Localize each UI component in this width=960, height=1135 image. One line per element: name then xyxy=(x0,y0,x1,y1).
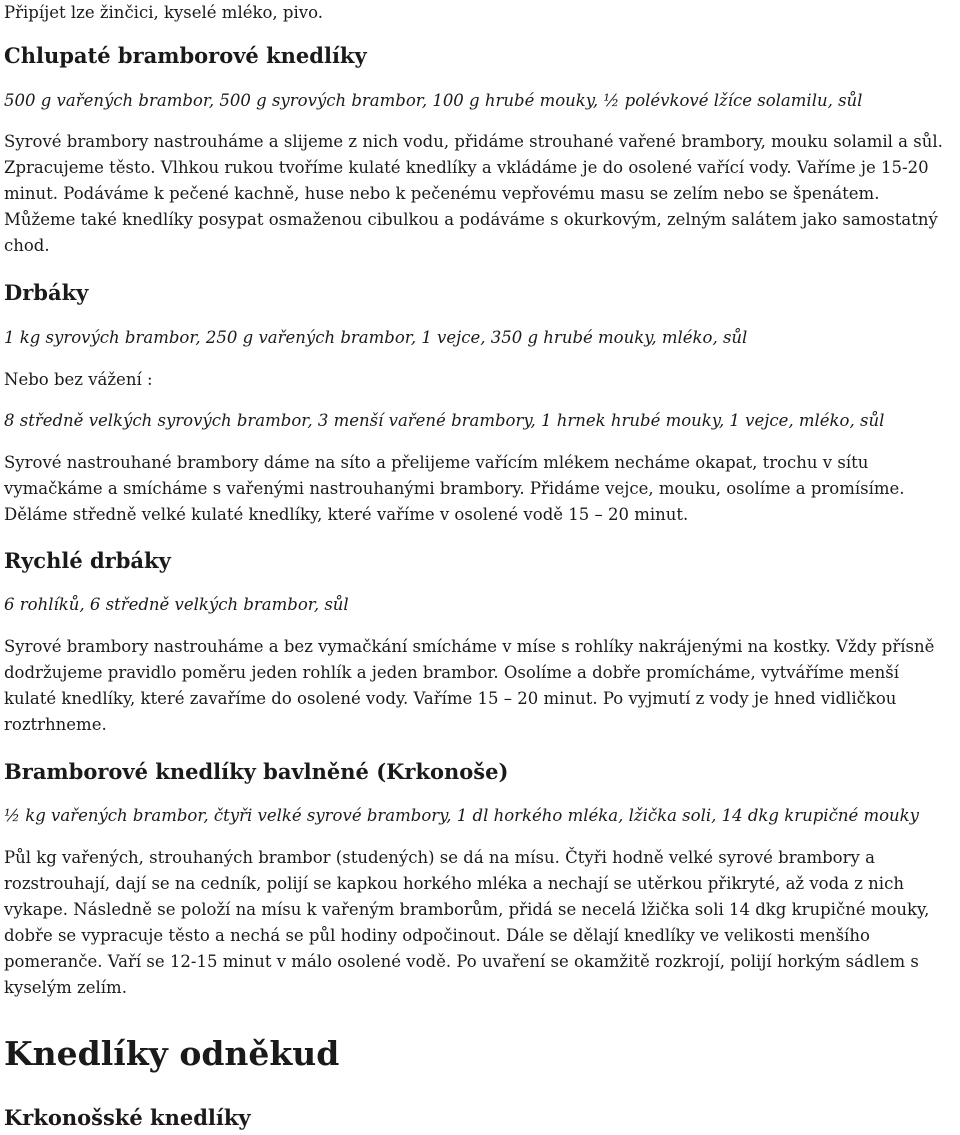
recipe-alt-ingredients-drbaky: 8 středně velkých syrových brambor, 3 menší vařené brambory, 1 hrnek hrubé mouky, 1 vejce, mléko, sůl xyxy=(4,411,885,430)
recipe-ingredients-chlupate: 500 g vařených brambor, 500 g syrových brambor, 100 g hrubé mouky, ½ polévkové lžíce solamilu, sůl xyxy=(4,91,863,110)
recipe-paragraph-bavlnene: Půl kg vařených, strouhaných brambor (studených) se dá na mísu. Čtyři hodně velké syrové brambory a rozstrouhají, dají se na cedník, polijí se kapkou horkého mléka a nechají se utěrkou přikryté, až voda z nich vykape. Následně se položí na mísu k vařeným bramborům, přidá se necelá lžička soli 14 dkg krupičné mouky, dobře se vypracuje těsto a nechá se půl hodiny odpočinout. Dále se dělají knedlíky ve velikosti menšího pomeranče. Vaří se 12-15 minut v málo osolené vodě. Po uvaření se okamžitě rozkrojí, polijí horkým sádlem s kyselým zelím. xyxy=(4,848,930,997)
recipe-title-bavlnene: Bramborové knedlíky bavlněné (Krkonoše) xyxy=(4,759,509,784)
recipe-ingredients-drbaky: 1 kg syrových brambor, 250 g vařených brambor, 1 vejce, 350 g hrubé mouky, mléko, sůl xyxy=(4,328,748,347)
recipe-paragraph-rychle-drbaky: Syrové brambory nastrouháme a bez vymačkání smícháme v míse s rohlíky nakrájenými na kostky. Vždy přísně dodržujeme pravidlo poměru jeden rohlík a jeden brambor. Osolíme a dobře promícháme, vytváříme menší kulaté knedlíky, které zavaříme do osolené vody. Vaříme 15 – 20 minut. Po vyjmutí z vody je hned vidličkou roztrhneme. xyxy=(4,637,935,734)
recipe-paragraph-chlupate: Syrové brambory nastrouháme a slijeme z nich vodu, přidáme strouhané vařené brambory, mouku solamil a sůl. Zpracujeme těsto. Vlhkou rukou tvoříme kulaté knedlíky a vkládáme je do osolené vařící vody. Vaříme je 15-20 minut. Podáváme k pečené kachně, huse nebo k pečenému vepřovému masu se zelím nebo se špenátem. Můžeme také knedlíky posypat osmaženou cibulkou a podáváme s okurkovým, zelným salátem jako samostatný chod. xyxy=(4,132,943,255)
recipe-alt-label-drbaky: Nebo bez vážení : xyxy=(4,370,153,389)
section-title: Knedlíky odněkud xyxy=(4,1034,340,1073)
recipe-title-rychle-drbaky: Rychlé drbáky xyxy=(4,548,171,573)
recipe-paragraph-drbaky: Syrové nastrouhané brambory dáme na síto a přelijeme vařícím mlékem necháme okapat, trochu v sítu vymačkáme a smícháme s vařenými nastrouhanými brambory. Přidáme vejce, mouku, osolíme a promísíme. Děláme středně velké kulaté knedlíky, které vaříme v osolené vodě 15 – 20 minut. xyxy=(4,453,905,524)
recipe-ingredients-bavlnene: ½ kg vařených brambor, čtyři velké syrové brambory, 1 dl horkého mléka, lžička soli, 14 dkg krupičné mouky xyxy=(4,806,919,825)
recipe-title-chlupate: Chlupaté bramborové knedlíky xyxy=(4,43,367,68)
intro-line: Připíjet lze žinčici, kyselé mléko, pivo. xyxy=(4,3,323,22)
recipe-title-drbaky: Drbáky xyxy=(4,280,89,305)
subsection-title: Krkonošské knedlíky xyxy=(4,1105,251,1130)
recipe-ingredients-rychle-drbaky: 6 rohlíků, 6 středně velkých brambor, sůl xyxy=(4,595,349,614)
